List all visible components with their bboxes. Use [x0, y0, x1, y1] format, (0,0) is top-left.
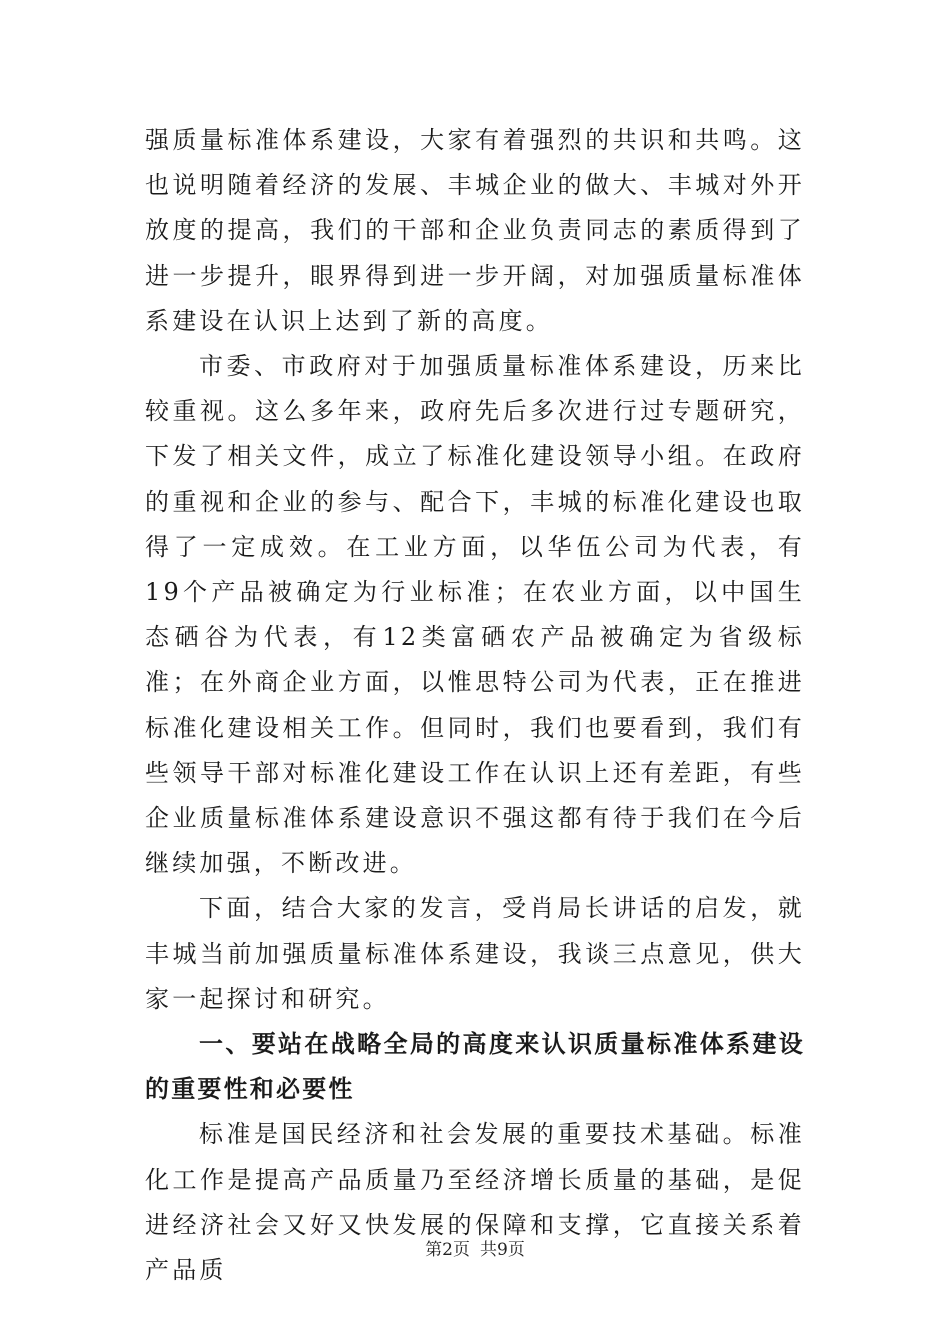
section-heading-one: 一、要站在战略全局的高度来认识质量标准体系建设的重要性和必要性: [145, 1030, 805, 1104]
paragraph-standards-importance: 标准是国民经济和社会发展的重要技术基础。标准化工作是提高产品质量乃至经济增长质量的基础，是促进经济社会又好又快发展的保障和支撑，它直接关系着产品质: [145, 1120, 805, 1285]
document-body: [145, 118, 805, 1293]
paragraph-government-attention: 市委、市政府对于加强质量标准体系建设，历来比较重视。这么多年来，政府先后多次进行过专题研究，下发了相关文件，成立了标准化建设领导小组。在政府的重视和企业的参与、配合下，丰城的标准化建设也取得了一定成效。在工业方面，以华伍公司为代表，有19个产品被确定为行业标准；在农业方面，以中国生态硒谷为代表，有12类富硒农产品被确定为省级标准；在外商企业方面，以惟思特公司为代表，正在推进标准化建设相关工作。但同时，我们也要看到，我们有些领导干部对标准化建设工作在认识上还有差距，有些企业质量标准体系建设意识不强这都有待于我们在今后继续加强，不断改进。: [145, 352, 805, 878]
page-total: 共9页: [480, 1240, 525, 1260]
paragraph-continuation: 强质量标准体系建设，大家有着强烈的共识和共鸣。这也说明随着经济的发展、丰城企业的做大、丰城对外开放度的提高，我们的干部和企业负责同志的素质得到了进一步提升，眼界得到进一步开阔，对加强质量标准体系建设在认识上达到了新的高度。: [145, 126, 805, 335]
paragraph-three-opinions: 下面，结合大家的发言，受肖局长讲话的启发，就丰城当前加强质量标准体系建设，我谈三点意见，供大家一起探讨和研究。: [145, 894, 805, 1013]
page-number: 第2页: [425, 1240, 470, 1260]
page-footer: [0, 1239, 950, 1261]
